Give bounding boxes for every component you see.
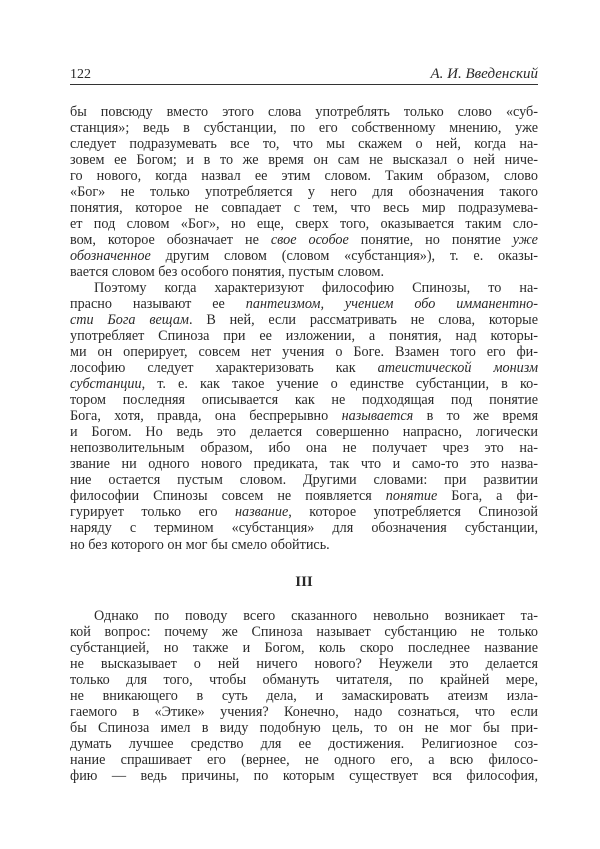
paragraph-1 (70, 104, 538, 280)
running-author: А. И. Введенский (430, 66, 538, 82)
text-segment: наряду с термином «субстанция» для обозначения субстанции, (70, 520, 538, 537)
running-header (70, 66, 538, 85)
text-segment: в то же время (413, 408, 539, 425)
italic-text: называется (341, 408, 414, 425)
text-line (70, 248, 538, 264)
text-line (70, 736, 538, 752)
italic-text: уже (512, 232, 538, 249)
text-line (70, 608, 538, 624)
text-segment: Бога, хотя, правда, она беспрерывно (70, 408, 342, 425)
text-line (70, 472, 538, 488)
text-segment: ние остается пустым словом. Другими словами: при развитии (70, 472, 538, 489)
text-segment: субстанцией, но также и Богом, коль скоро последнее название (70, 640, 538, 657)
text-line (70, 264, 538, 280)
text-segment: только для того, чтобы обмануть читателя, по крайней мере, (70, 672, 538, 689)
text-line (70, 440, 538, 456)
text-segment: го нового, когда назвал ее этим словом. Таким образом, слово (70, 168, 538, 185)
text-segment: и Богом. Но ведь это делается совершенно напрасно, логически (70, 424, 538, 441)
text-line (70, 408, 538, 424)
text-segment: , которое употребляется Спинозой (288, 504, 538, 521)
text-line (70, 168, 538, 184)
italic-text: понятие (385, 488, 438, 505)
text-line (70, 376, 538, 392)
text-line (70, 672, 538, 688)
text-line (70, 216, 538, 232)
text-line (70, 152, 538, 168)
text-segment: , т. е. как такое учение о единстве субстанции, в ко- (141, 376, 538, 393)
italic-text: пантеизмом, учением обо имманентно- (245, 296, 538, 313)
text-segment: гурирует только его (70, 504, 235, 521)
text-line (70, 656, 538, 672)
text-line (70, 456, 538, 472)
text-line (70, 720, 538, 736)
text-line (70, 504, 538, 520)
paragraph-3 (70, 608, 538, 784)
text-segment: прасно называют ее (70, 296, 246, 313)
text-segment: вается словом без особого понятия, пустым словом. (70, 264, 385, 281)
text-segment: лософию следует характеризовать как (70, 360, 378, 377)
text-line (70, 232, 538, 248)
text-segment: понятие, но понятие (348, 232, 513, 249)
text-segment: бы Спиноза имел в виду подобную цель, то он не мог бы при- (70, 720, 538, 737)
text-line (70, 296, 538, 312)
text-line (70, 688, 538, 704)
text-line (70, 624, 538, 640)
italic-text: обозначенное (70, 248, 151, 265)
page-number: 122 (70, 67, 91, 82)
text-segment: зовем ее Богом; и в то же время он сам не высказал о ней ниче- (70, 152, 538, 169)
text-segment: . В ней, если рассматривать не слова, которые (188, 312, 538, 329)
text-line (70, 640, 538, 656)
text-segment: вом, которое обозначает не (70, 232, 271, 249)
text-segment: гаемого в «Этике» учения? Конечно, надо сознаться, что если (70, 704, 538, 721)
text-line (70, 120, 538, 136)
italic-text: сти Бога вещам (70, 312, 189, 329)
text-line (70, 136, 538, 152)
text-segment: бы повсюду вместо этого слова употреблять только слово «суб- (70, 104, 538, 120)
text-line (70, 200, 538, 216)
text-line (70, 424, 538, 440)
text-segment: употребляет Спиноза при ее изложении, а понятия, над которы- (70, 328, 538, 345)
text-line (70, 104, 538, 120)
text-segment: нание спрашивает его (вернее, не одного его, а всю филосо- (70, 752, 538, 769)
text-line (70, 392, 538, 408)
text-line (70, 280, 538, 296)
italic-text: атеистической монизм (377, 360, 538, 377)
text-segment: тором последняя описывается как не подходящая под понятие (70, 392, 538, 409)
text-segment: понятия, которое не совпадает с тем, что весь мир подразумева- (70, 200, 538, 217)
text-segment: ет под словом «Бог», но еще, сверх того, оказывается таким сло- (70, 216, 538, 233)
text-line (70, 312, 538, 328)
text-line (70, 184, 538, 200)
text-segment: не высказывает о ней ничего нового? Неужели это делается (70, 656, 538, 673)
paragraph-2 (70, 280, 538, 553)
text-line (70, 360, 538, 376)
italic-text: свое особое (270, 232, 349, 249)
italic-text: название (234, 504, 289, 521)
text-segment: звание ни одного нового предиката, так что и само-то это назва- (70, 456, 538, 473)
text-segment: думать лучшее средство для ее достижения. Религиозное соз- (70, 736, 538, 753)
text-segment: следует подразумевать все то, что мы скажем о ней, когда на- (70, 136, 538, 153)
text-segment: кой вопрос: почему же Спиноза называет субстанцию не только (70, 624, 538, 641)
section-heading: III (295, 574, 313, 590)
text-line (70, 768, 538, 784)
text-segment: Бога, а фи- (437, 488, 538, 505)
text-segment: фию — ведь причины, по которым существует вся философия, (70, 768, 538, 785)
text-line (70, 328, 538, 344)
text-segment: непозволительным образом, ибо она не получает чрез это на- (70, 440, 538, 457)
text-segment: Поэтому когда характеризуют философию Спинозы, то на- (94, 280, 538, 296)
italic-text: субстанции (70, 376, 142, 393)
text-segment: «Бог» не только употребляется у него для обозначения такого (70, 184, 538, 201)
text-segment: не вникающего в суть дела, и замаскировать атеизм изла- (70, 688, 538, 705)
text-segment: но без которого он мог бы смело обойтись. (70, 536, 330, 553)
text-line (70, 752, 538, 768)
text-segment: философии Спинозы совсем не появляется (70, 488, 386, 505)
text-line (70, 488, 538, 504)
text-line (70, 537, 538, 553)
text-line (70, 520, 538, 536)
text-segment: ми он оперирует, совсем нет учения о Боге. Взамен того его фи- (70, 344, 538, 361)
text-line (70, 344, 538, 360)
text-segment: другим словом (словом «субстанция»), т. е. оказы- (150, 248, 538, 265)
text-segment: Однако по поводу всего сказанного невольно возникает та- (94, 608, 538, 624)
text-segment: станция»; ведь в субстанции, по его собственному мнению, уже (70, 120, 538, 137)
text-line (70, 704, 538, 720)
